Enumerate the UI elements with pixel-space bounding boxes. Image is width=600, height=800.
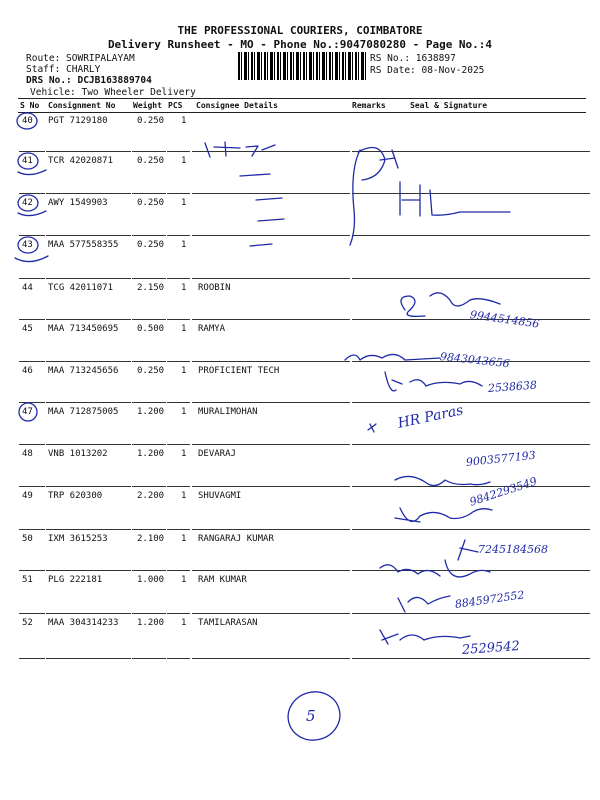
row-weight: 0.250 [137,240,165,250]
row-sno: 44 [22,283,33,293]
row-consignment-no: PLG 222181 [48,575,103,585]
circle-mark-47 [19,403,37,421]
row-sno: 42 [22,198,33,208]
col-header-weight: Weight [133,101,162,110]
row-weight: 0.250 [137,366,165,376]
row-consignment-no: MAA 713450695 [48,324,119,334]
row-pcs: 1 [181,449,187,459]
row-weight: 2.100 [137,534,165,544]
rs-date: RS Date: 08-Nov-2025 [370,65,485,76]
vehicle-label: Vehicle: Two Wheeler Delivery [30,87,196,98]
row-sno: 40 [22,116,33,126]
row-weight: 1.000 [137,575,165,585]
col-header-sno: S No [20,101,40,110]
row-pcs: 1 [181,575,187,585]
signature-row48 [395,476,490,485]
row-consignee: RAM KUMAR [198,575,247,585]
row-consignment-no: TRP 620300 [48,491,103,501]
circle-mark-41 [18,153,38,169]
row-consignee: ROOBIN [198,283,231,293]
hw-phone-row46b: 2538638 [487,378,538,395]
row-consignment-no: AWY 1549903 [48,198,108,208]
row-pcs: 1 [181,240,187,250]
row-pcs: 1 [181,366,187,376]
row-weight: 2.150 [137,283,165,293]
circle-mark-42 [18,195,38,211]
row-pcs: 1 [181,407,187,417]
row-pcs: 1 [181,618,187,628]
route-label: Route: SOWRIPALAYAM [26,53,135,64]
row-consignee: MURALIMOHAN [198,407,258,417]
col-header-consignee: Consignee Details [196,101,278,110]
drs-number: DRS No.: DCJB163889704 [26,75,152,86]
row-sno: 46 [22,366,33,376]
col-header-remarks: Remarks [352,101,386,110]
dash-row42 [256,198,282,200]
row-sno: 45 [22,324,33,334]
signature-row51b [398,596,450,612]
row-consignment-no: TCR 42020871 [48,156,114,166]
tick-mark-42 [18,211,46,216]
row-pcs: 1 [181,116,187,126]
hw-phone-row50: 7245184568 [478,543,548,556]
col-header-consignment: Consignment No [48,101,116,110]
row-weight: 1.200 [137,449,165,459]
row-consignment-no: TCG 42011071 [48,283,114,293]
row-sno: 41 [22,156,33,166]
hw-phone-row44: 9944514856 [469,308,541,331]
scribble-row41 [205,142,275,157]
row-consignee: DEVARAJ [198,449,236,459]
tick-mark-41 [18,170,46,175]
signature-row42 [400,182,510,216]
row-weight: 1.200 [137,618,165,628]
signature-row46 [345,354,440,360]
row-pcs: 1 [181,283,187,293]
row-pcs: 1 [181,491,187,501]
signature-row50 [458,540,478,560]
hw-phone-row49: 9842293549 [467,474,539,509]
row-weight: 0.250 [137,198,165,208]
row-consignee: TAMILARASAN [198,618,258,628]
signature-row46b [385,372,482,391]
row-consignee: RAMYA [198,324,226,334]
tick-mark-43 [15,256,48,262]
signature-row51a [380,560,490,577]
row-sno: 50 [22,534,33,544]
row-sno: 43 [22,240,33,250]
hw-phone-row46: 9843043656 [439,350,511,371]
circle-mark-43 [18,237,38,253]
rs-number: RS No.: 1638897 [370,53,456,64]
row-weight: 0.500 [137,324,165,334]
hw-phone-row52: 2529542 [461,638,521,658]
row-consignee: SHUVAGMI [198,491,242,501]
row-consignment-no: MAA 712875005 [48,407,119,417]
hw-footer-number: 5 [306,707,316,725]
row-consignee: PROFICIENT TECH [198,366,280,376]
runsheet-subtitle: Delivery Runsheet - MO - Phone No.:9047080280 - Page No.:4 [107,38,493,51]
row-consignment-no: MAA 713245656 [48,366,119,376]
signature-row52 [380,630,470,644]
row-consignee: RANGARAJ KUMAR [198,534,274,544]
row-sno: 49 [22,491,33,501]
dash-row41 [240,174,270,176]
signature-row47 [368,424,376,432]
row-weight: 1.200 [137,407,165,417]
row-weight: 0.250 [137,116,165,126]
row-consignment-no: MAA 577558355 [48,240,119,250]
row-pcs: 1 [181,324,187,334]
signature-row49 [395,508,492,522]
row-sno: 48 [22,449,33,459]
row-sno: 52 [22,618,33,628]
circle-mark-40 [17,113,37,129]
row-consignment-no: VNB 1013202 [48,449,108,459]
signature-row41 [350,148,398,246]
row-sno: 47 [22,407,33,417]
row-pcs: 1 [181,198,187,208]
row-consignment-no: IXM 3615253 [48,534,108,544]
company-title: THE PROFESSIONAL COURIERS, COIMBATORE [177,24,423,37]
row-weight: 0.250 [137,156,165,166]
col-header-seal: Seal & Signature [410,101,488,110]
row-consignment-no: PGT 7129180 [48,116,108,126]
row-pcs: 1 [181,156,187,166]
row-sno: 51 [22,575,33,585]
dash-row43 [250,219,284,246]
hw-name-row47: HR Paras [396,402,465,432]
hw-phone-row51: 8845972552 [454,588,526,611]
row-weight: 2.200 [137,491,165,501]
row-pcs: 1 [181,534,187,544]
staff-label: Staff: CHARLY [26,64,101,75]
row-consignment-no: MAA 304314233 [48,618,119,628]
hw-phone-row48: 9003577193 [465,448,537,469]
col-header-pcs: PCS [168,101,183,110]
